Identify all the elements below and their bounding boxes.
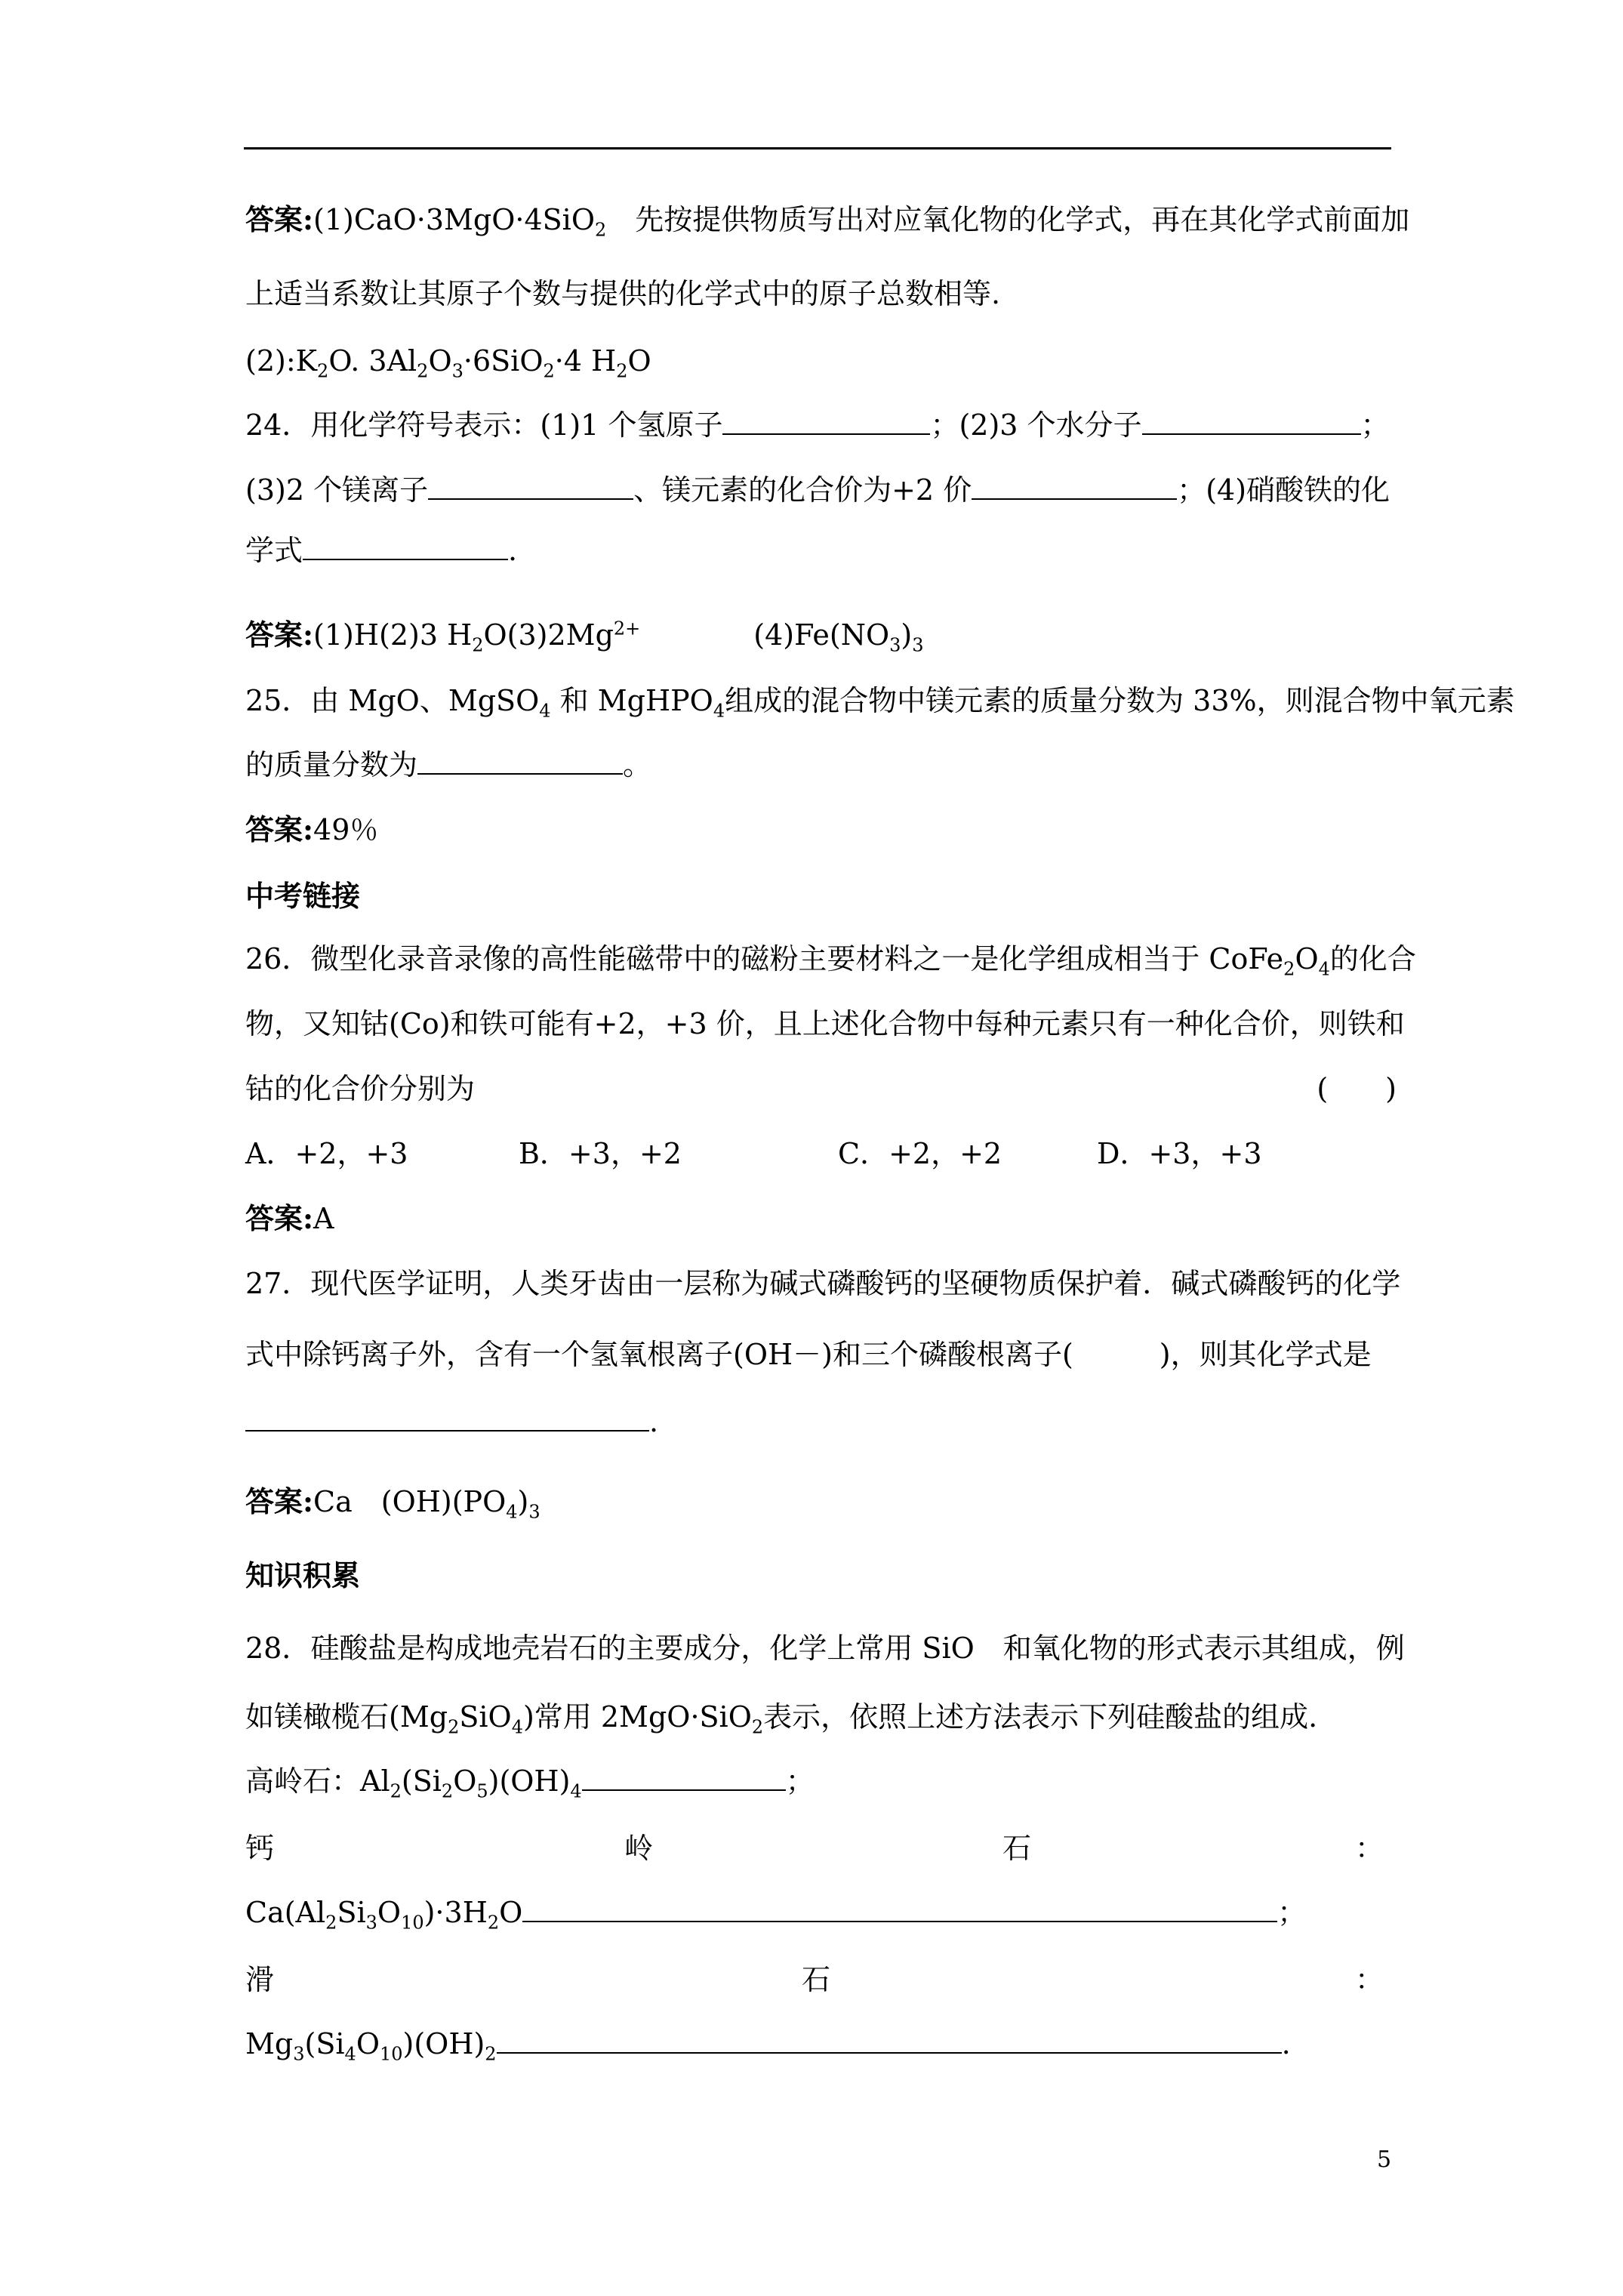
- answer-blank: [972, 477, 1177, 500]
- answer-line: [245, 202, 1410, 241]
- formula: (1)CaO·3MgO·4SiO$_2$: [313, 203, 607, 241]
- answer-label: 答案:: [245, 202, 314, 236]
- document-page: 答案:(1)CaO·3MgO·4SiO$_2$ 先按提供物质写出对应氧化物的化学式，再在其化学式前面加 上适当系数让其原子个数与提供的化学式中的原子总数相等. $(2):K_2O$. $3Al_2O_3\cdot 6SiO_2\cdot 4$ $H_2O$ 24．用化学符号表示：(1)1 个氢原子 ；(2)3 个水分子 ； (3)2 个镁离子 、镁元素的化合价为+2 价 ；(4)硝酸铁的化 学式 . 答案:(1)H(2)3 $H_2O(3)2Mg^{2+}$ $(4)Fe(NO_3)_3$ 25．由 MgO、MgSO$_4$ 和 MgHPO$_4$组成的混合物中镁元素的质量分数为 33%，则混合物中氧元素 的质量分数为 。 答案:49％ 中考链接 26．微型化录音录像的高性能磁带中的磁粉主要材料之一是化学组成相当于 $CoFe_2O_4$的化合 物，又知钴(Co)和铁可能有+2，+3 价，且上述化合物中每种元素只有一种化合价，则铁和 钴的化合价分别为 ( ) A．+2，+3 B．+3，+2 C．+2，+2 D．+3，+3 答案:A 27．现代医学证明，人类牙齿由一层称为碱式磷酸钙的坚硬物质保护着．碱式磷酸钙的化学 式中除钙离子外，含有一个氢氧根离子(OH－)和三个磷酸根离子( )，则其化学式是 . 答案:Ca $(OH)(PO_4)_3$ 知识积累 28．硅酸盐是构成地壳岩石的主要成分，化学上常用 SiO 和氧化物的形式表示其组成，例 如镁橄榄石$(Mg_2SiO_4)$常用 2MgO·SiO$_2$表示，依照上述方法表示下列硅酸盐的组成. 高岭石：$Al_2(Si_2O_5)(OH)_4$ ； 钙 岭 石 ： $Ca(Al_2Si_3O_{10})\cdot 3H_2O$ ； 滑 石 ： $Mg_3(Si_4O_{10})(OH)_2$ . 5: [0, 0, 1623, 2296]
- margarite-formula-line: $Ca(Al_2Si_3O_{10})\cdot 3H_2O$ ；: [245, 1896, 1307, 1934]
- question-24: 24．用化学符号表示：(1)1 个氢原子 ；(2)3 个水分子 ；: [245, 408, 1390, 442]
- answer-line: 答案:49％: [245, 812, 379, 846]
- text-line: 式中除钙离子外，含有一个氢氧根离子(OH－)和三个磷酸根离子( )，则其化学式是: [245, 1338, 1372, 1371]
- answer-label: 答案:: [245, 618, 314, 652]
- section-heading: 中考链接: [245, 879, 361, 913]
- explanation-text: 先按提供物质写出对应氧化物的化学式，再在其化学式前面加: [635, 203, 1410, 236]
- choice-b: B．+3，+2: [519, 1137, 682, 1170]
- answer-blank: [582, 1768, 786, 1791]
- answer-blank: [245, 1409, 649, 1432]
- question-line: 的质量分数为 。: [245, 748, 652, 781]
- question-28: 28．硅酸盐是构成地壳岩石的主要成分，化学上常用 SiO 和氧化物的形式表示其组成，例: [245, 1632, 1405, 1665]
- question-26: 26．微型化录音录像的高性能磁带中的磁粉主要材料之一是化学组成相当于 $CoFe_2O_4$的化合: [245, 942, 1416, 980]
- answer-line: 答案:(1)H(2)3 $H_2O(3)2Mg^{2+}$ $(4)Fe(NO_3)_3$: [245, 618, 924, 656]
- question-line: .: [245, 1404, 1397, 1439]
- text-line: 如镁橄榄石$(Mg_2SiO_4)$常用 2MgO·SiO$_2$表示，依照上述方法表示下列硅酸盐的组成.: [245, 1700, 1318, 1738]
- answer-blank: [417, 752, 623, 775]
- choice-c: C．+2，+2: [838, 1137, 1002, 1170]
- answer-line: 答案:Ca $(OH)(PO_4)_3$: [245, 1484, 540, 1523]
- answer-blank: [428, 477, 633, 500]
- answer-parenthesis: ( ): [1317, 1072, 1397, 1105]
- text-line: 物，又知钴(Co)和铁可能有+2，+3 价，且上述化合物中每种元素只有一种化合价，则铁和: [245, 1007, 1405, 1040]
- question-line: 钴的化合价分别为 ( ): [245, 1072, 1397, 1105]
- answer-line: 答案:A: [245, 1201, 334, 1235]
- answer-blank: [722, 412, 930, 435]
- talc-formula-line: $Mg_3(Si_4O_{10})(OH)_2$ .: [245, 2027, 1291, 2065]
- choice-d: D．+3，+3: [1097, 1137, 1262, 1170]
- answer-blank: [522, 1900, 1277, 1922]
- answer-label: 答案:: [245, 812, 314, 846]
- answer-line: $(2):K_2O$. $3Al_2O_3\cdot 6SiO_2\cdot 4$ $H_2O$: [245, 344, 651, 382]
- section-heading: 知识积累: [245, 1558, 361, 1592]
- choice-a: A．+2，+3: [245, 1137, 408, 1170]
- answer-blank: [1142, 412, 1361, 435]
- answer-blank: [497, 2031, 1282, 2054]
- question-line: 学式 .: [245, 534, 518, 567]
- kaolinite-line: 高岭石：$Al_2(Si_2O_5)(OH)_4$ ；: [245, 1764, 815, 1802]
- answer-label: 答案:: [245, 1484, 314, 1518]
- header-rule: [244, 147, 1391, 149]
- text-line: 上适当系数让其原子个数与提供的化学式中的原子总数相等.: [245, 277, 1001, 310]
- question-27: 27．现代医学证明，人类牙齿由一层称为碱式磷酸钙的坚硬物质保护着．碱式磷酸钙的化学: [245, 1267, 1401, 1300]
- answer-blank: [303, 538, 508, 560]
- page-number: 5: [1377, 2147, 1392, 2173]
- answer-label: 答案:: [245, 1201, 314, 1235]
- question-line: (3)2 个镁离子 、镁元素的化合价为+2 价 ；(4)硝酸铁的化: [245, 473, 1390, 507]
- question-25: 25．由 MgO、MgSO$_4$ 和 MgHPO$_4$组成的混合物中镁元素的质量分数为 33%，则混合物中氧元素: [245, 684, 1515, 722]
